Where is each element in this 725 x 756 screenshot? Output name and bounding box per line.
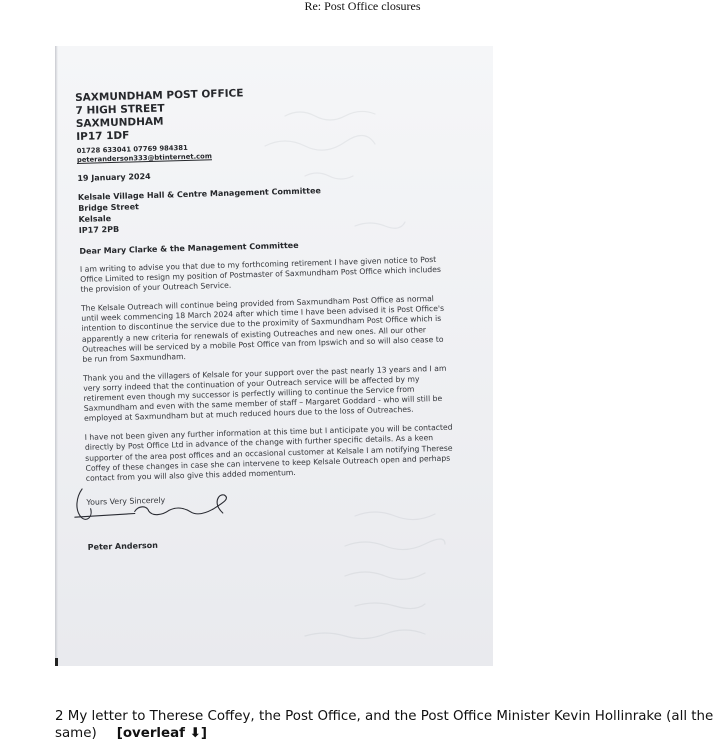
- recipient-line: IP17 2PB: [78, 224, 120, 235]
- sender-name: SAXMUNDHAM POST OFFICE: [75, 87, 244, 104]
- sender-postcode: IP17 1DF: [76, 129, 130, 143]
- letter-paragraph: The Kelsale Outreach will continue being provided from Saxmundham Post Office as normal until week commencing 18 March 2024 after which time I have been advised it is Post Office's intention to discontinue the service due to the proximity of Saxmundham Post Office which is apparently a new criteria for renewals of existing Outreaches and new ones. All our other Outreaches will be serviced by a mobile Post Office van from Ipswich and so will also cease to be run from Saxmundham.: [80, 294, 445, 364]
- caption-text: 2 My letter to Therese Coffey, the Post Office, and the Post Office Minister Kevin Hollinrake (all the same): [55, 709, 714, 741]
- recipient-line: Kelsale Village Hall & Centre Management Committee: [77, 186, 321, 202]
- sender-town: SAXMUNDHAM: [75, 115, 164, 130]
- sender-street: 7 HIGH STREET: [75, 102, 165, 117]
- caption: [55, 708, 725, 742]
- handwritten-signature: [87, 498, 458, 536]
- sender-email: peteranderson333@btinternet.com: [76, 152, 213, 164]
- letter-paragraph: Thank you and the villagers of Kelsale for your support over the past nearly 13 years and I am very sorry indeed that the continuation of your Outreach service will be affected by my retirement even though my successor is perfectly willing to continue the Service from Saxmundham and even with the same member of staff – Margaret Goddard - who will still be employed at Saxmundham but at much reduced hours due to the loss of Outreaches.: [82, 363, 447, 424]
- letter-paragraph: I am writing to advise you that due to my forthcoming retirement I have given notice to Post Office Limited to resign my position of Postmaster of Saxmundham Post Office which includes the provision of your Outreach Service.: [79, 254, 442, 295]
- scanned-letter: [55, 46, 493, 666]
- recipient-line: Kelsale: [78, 214, 112, 224]
- letter-date: 19 January 2024: [77, 171, 151, 183]
- recipient-address: [78, 182, 449, 236]
- sender-phones: 01728 633041 07769 984381: [76, 143, 188, 155]
- closing: Yours Very Sincerely: [86, 495, 166, 507]
- page-header: Re: Post Office closures: [304, 0, 421, 13]
- overleaf-note: [overleaf ⬇]: [116, 726, 207, 741]
- signer-name: Peter Anderson: [87, 540, 159, 552]
- scan-corner-mark: [55, 658, 58, 666]
- letter-paragraph: I have not been given any further information at this time but I anticipate you will be contacted directly by Post Office Ltd in advance of the change with further specific details. As a keen supporter of the area post offices and an occasional customer at Kelsale I am notifying Therese Coffey of these changes in case she can intervene to keep Kelsale Outreach open and perhaps contact from you will also give this added momentum.: [84, 422, 453, 483]
- sender-address: [75, 82, 446, 144]
- salutation: Dear Mary Clarke & the Management Committee: [79, 240, 299, 256]
- letter-body: [75, 82, 458, 552]
- recipient-line: Bridge Street: [78, 202, 140, 213]
